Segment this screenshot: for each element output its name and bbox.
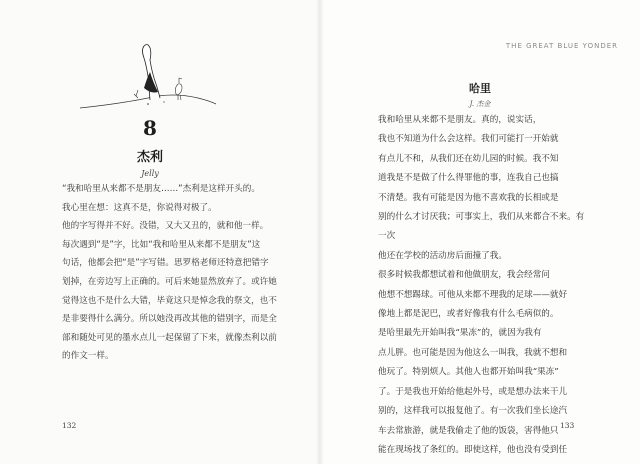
text-line: 部和随处可见的墨水点儿一起保留了下来，就像杰利以前 (62, 332, 277, 343)
text-line: 是非要得什么满分。所以她没再改其他的错别字，而是全 (62, 314, 277, 325)
text-line: 他的字写得并不好。没错，又大又丑的，就和他一样。 (62, 221, 269, 232)
running-head: THE GREAT BLUE YONDER (505, 42, 618, 50)
section-author: J. 杰金 (469, 100, 491, 108)
text-line: 别的什么才讨厌我；可事实上，我们从来都合不来。有一次 (378, 212, 585, 242)
text-line: 我心里在想：这真不是，你说得对极了。 (62, 202, 217, 213)
chapter-illustration (78, 28, 218, 116)
text-line: 别的，这样我可以报复他了。有一次我们坐长途汽 (378, 406, 568, 417)
section-title: 哈里 (469, 82, 491, 95)
right-page-body (378, 111, 592, 460)
page-number-right: 133 (560, 421, 575, 430)
book-gutter (316, 0, 324, 464)
text-line: 他玩了。特别烦人。其他人也都开始叫我“果冻” (378, 367, 559, 378)
text-line: 他想不想踢球。可他从来都不理我的足球——就好 (378, 289, 568, 300)
text-line: 车去常旅游，就是我偷走了他的饭袋，害得他只 (378, 425, 559, 436)
text-line: 句话，他都会把“是”字写错。思罗格老师还特意把错字 (62, 258, 269, 269)
chapter-title: 杰利 (136, 150, 163, 165)
text-line: 道我是不是做了什么得罪他的事，连我自己也搞 (378, 173, 559, 184)
text-line: 了。于是我也开始给他起外号，或是想办法来干儿 (378, 386, 568, 397)
text-line: 的作文一样。 (62, 351, 114, 362)
left-page-body (62, 180, 284, 366)
text-line: 很多时候我都想试着和他做朋友，我会经常问 (378, 270, 550, 281)
text-line: 能在现场找了条红的。即使这样，他也没有受到任 (378, 444, 568, 455)
chapter-title-english: Jelly (141, 169, 159, 178)
text-line: 觉得这也不是什么大错，毕竟这只是悼念我的祭文，也不 (62, 295, 277, 306)
text-line: 他还在学校的活动房后面撞了我。 (378, 250, 507, 261)
text-line: 我也不知道为什么会这样。我们可能打一开始就 (378, 134, 559, 145)
text-line: “我和哈里从来都不是朋友……”杰利是这样开头的。 (62, 184, 260, 194)
chapter-number: 8 (143, 116, 157, 140)
text-line: 是哈里最先开始叫我“果冻”的，就因为我有 (378, 328, 542, 339)
text-line: 有点儿不和，从我们还在幼儿园的时候。我不知 (378, 153, 559, 164)
text-line: 像地上都是泥巴，或者好像我有什么毛病似的。 (378, 309, 559, 320)
text-line: 不清楚。我有可能是因为他不喜欢我的长相或是 (378, 192, 559, 203)
text-line: 划掉，在旁边写上正确的。可后来她显然放弃了。或许她 (62, 276, 277, 287)
text-line: 我和哈里从来都不是朋友。真的，说实话， (378, 115, 542, 125)
page-number-left: 132 (62, 421, 77, 430)
text-line: 每次遇到“是”字，比如“我和哈里从来都不是朋友”这 (62, 239, 261, 250)
text-line: 点儿胖。也可能是因为他这么一叫我，我就不想和 (378, 347, 568, 358)
